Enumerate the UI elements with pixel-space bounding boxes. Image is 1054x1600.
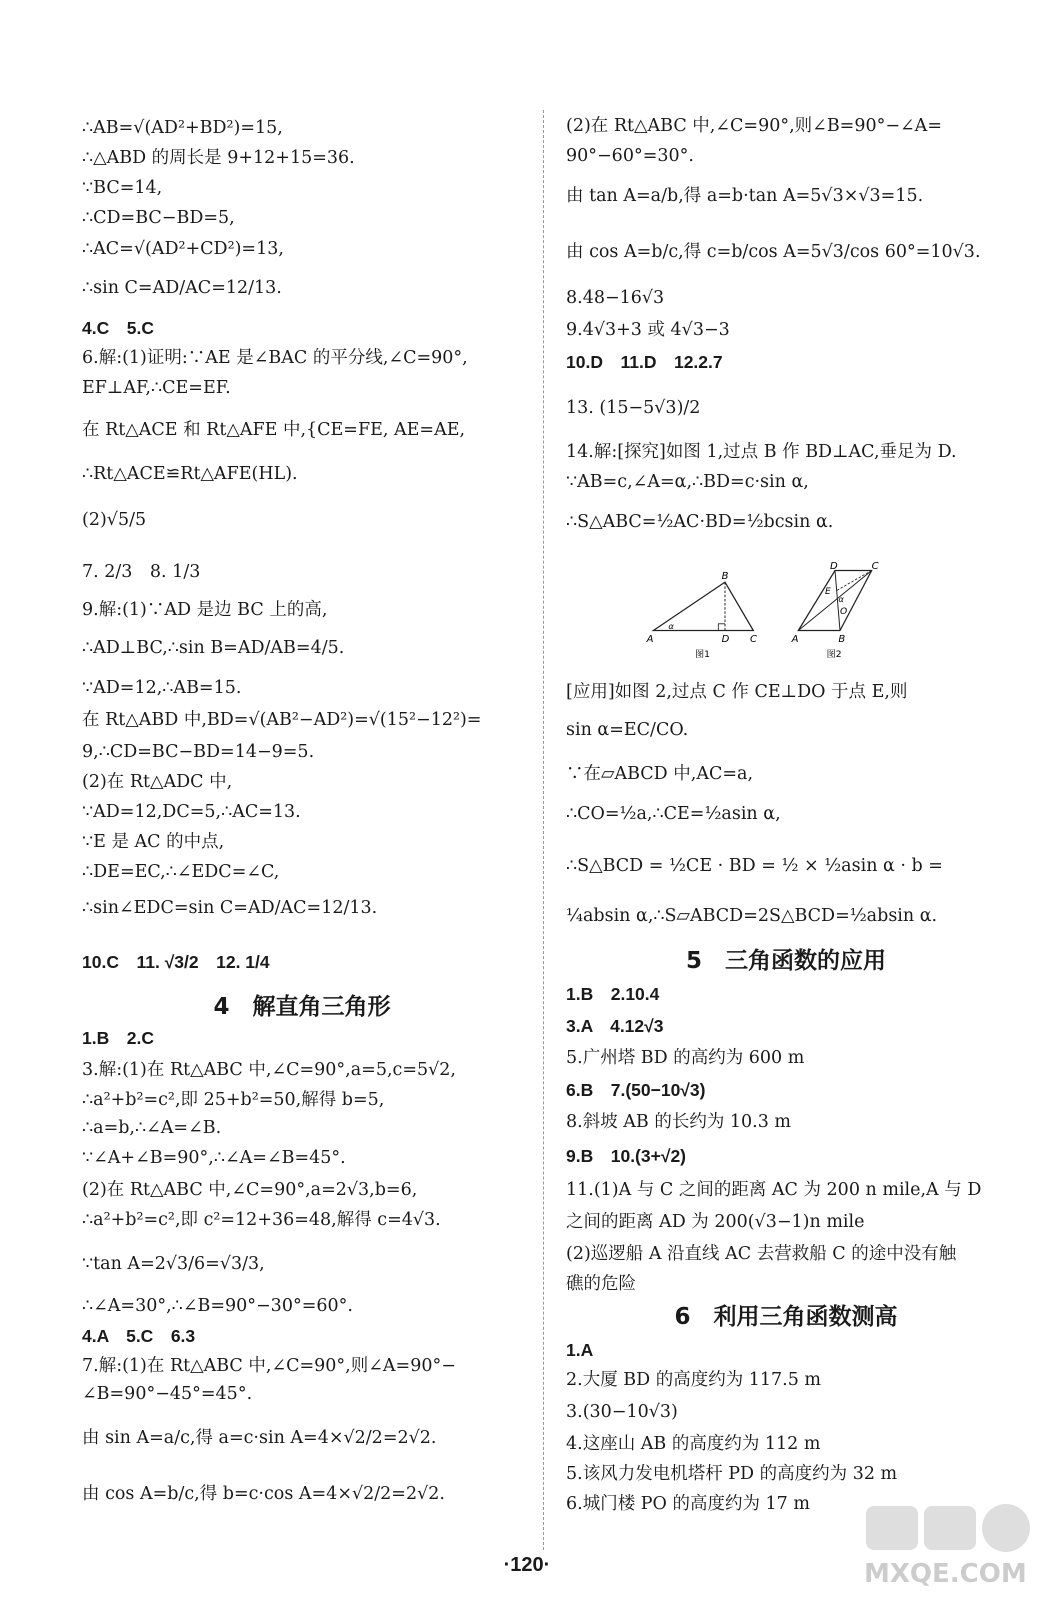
text-line: 6.解:(1)证明:∵AE 是∠BAC 的平分线,∠C=90°, bbox=[82, 348, 468, 368]
answer-line: 4.C 5.C bbox=[82, 318, 154, 338]
svg-text:A: A bbox=[791, 634, 799, 646]
text-line: 在 Rt△ABD 中,BD=√(AB²−AD²)=√(15²−12²)= bbox=[82, 710, 482, 730]
text-line: 11.(1)A 与 C 之间的距离 AC 为 200 n mile,A 与 D bbox=[566, 1180, 982, 1200]
answer-line: 6.B 7.(50−10√3) bbox=[566, 1080, 706, 1100]
svg-text:C: C bbox=[750, 634, 757, 646]
page-number: ·120· bbox=[503, 1554, 551, 1576]
svg-text:A: A bbox=[646, 634, 654, 646]
answer-line: 7. 2/3 8. 1/3 bbox=[82, 562, 201, 582]
text-line: ∴CO=½a,∴CE=½asin α, bbox=[566, 804, 781, 824]
answer-line: 10.D 11.D 12.2.7 bbox=[566, 352, 723, 372]
text-line: ∴CD=BC−BD=5, bbox=[82, 208, 235, 228]
text-line: ∴AD⊥BC,∴sin B=AD/AB=4/5. bbox=[82, 638, 345, 658]
svg-text:O: O bbox=[840, 605, 848, 617]
svg-text:α: α bbox=[668, 620, 674, 631]
text-line: ∴sin C=AD/AC=12/13. bbox=[82, 278, 282, 298]
figure-2-label: 图2 bbox=[826, 649, 842, 661]
text-line: ∴sin∠EDC=sin C=AD/AC=12/13. bbox=[82, 898, 378, 918]
text-line: 由 tan A=a/b,得 a=b·tan A=5√3×√3=15. bbox=[566, 186, 924, 206]
text-line: ∴a²+b²=c²,即 25+b²=50,解得 b=5, bbox=[82, 1090, 385, 1110]
text-line: ∵E 是 AC 的中点, bbox=[82, 832, 225, 852]
watermark-text: MXQE.COM bbox=[864, 1559, 1027, 1589]
text-line: ∴△ABD 的周长是 9+12+15=36. bbox=[82, 148, 355, 168]
text-line: ∴a=b,∴∠A=∠B. bbox=[82, 1118, 222, 1138]
text-line: EF⊥AF,∴CE=EF. bbox=[82, 378, 231, 398]
text-line: ∴DE=EC,∴∠EDC=∠C, bbox=[82, 862, 280, 882]
answer-line: 1.B 2.C bbox=[82, 1028, 154, 1048]
text-line: 2.大厦 BD 的高度约为 117.5 m bbox=[566, 1370, 822, 1390]
text-line: ∴Rt△ACE≌Rt△AFE(HL). bbox=[82, 464, 298, 484]
section-heading: 4 解直角三角形 bbox=[213, 994, 391, 1020]
text-line: (2)在 Rt△ABC 中,∠C=90°,a=2√3,b=6, bbox=[82, 1180, 418, 1200]
text-line: (2)在 Rt△ADC 中, bbox=[82, 772, 233, 792]
answer-line: 9.4√3+3 或 4√3−3 bbox=[566, 320, 730, 340]
text-line: ∴a²+b²=c²,即 c²=12+36=48,解得 c=4√3. bbox=[82, 1210, 441, 1230]
text-line: ∠B=90°−45°=45°. bbox=[82, 1384, 253, 1404]
text-line: ∵AD=12,DC=5,∴AC=13. bbox=[82, 802, 301, 822]
text-line: sin α=EC/CO. bbox=[566, 720, 689, 740]
text-line: 90°−60°=30°. bbox=[566, 146, 694, 166]
text-line: ∴S△BCD = ½CE · BD = ½ × ½asin α · b = bbox=[566, 856, 943, 876]
watermark-logo bbox=[856, 1500, 1046, 1592]
text-line: (2)巡逻船 A 沿直线 AC 去营救船 C 的途中没有触 bbox=[566, 1244, 957, 1264]
section-heading: 5 三角函数的应用 bbox=[685, 948, 886, 974]
text-line: ¼absin α,∴S▱ABCD=2S△BCD=½absin α. bbox=[566, 906, 938, 926]
text-line: 8.斜坡 AB 的长约为 10.3 m bbox=[566, 1112, 792, 1132]
svg-text:B: B bbox=[721, 570, 729, 582]
geometry-figures bbox=[640, 548, 940, 678]
text-line: (2)√5/5 bbox=[82, 510, 147, 530]
answer-line: 8.48−16√3 bbox=[566, 288, 665, 308]
svg-text:B: B bbox=[838, 634, 846, 646]
text-line: ∵BC=14, bbox=[82, 178, 163, 198]
text-line: 4.这座山 AB 的高度约为 112 m bbox=[566, 1434, 821, 1454]
text-line: 在 Rt△ACE 和 Rt△AFE 中,{CE=FE, AE=AE, bbox=[82, 420, 466, 440]
figure-1 bbox=[646, 571, 757, 660]
text-line: 5.该风力发电机塔杆 PD 的高度约为 32 m bbox=[566, 1464, 898, 1484]
text-line: 3.(30−10√3) bbox=[566, 1402, 678, 1422]
svg-text:E: E bbox=[825, 585, 831, 597]
text-line: ∵tan A=2√3/6=√3/3, bbox=[82, 1254, 265, 1274]
answer-line: 4.A 5.C 6.3 bbox=[82, 1326, 196, 1346]
text-line: ∵AB=c,∠A=α,∴BD=c·sin α, bbox=[566, 472, 809, 492]
text-line: 7.解:(1)在 Rt△ABC 中,∠C=90°,则∠A=90°− bbox=[82, 1356, 456, 1376]
svg-text:D: D bbox=[721, 634, 730, 646]
text-line: ∴S△ABC=½AC·BD=½bcsin α. bbox=[566, 512, 834, 532]
column-divider bbox=[543, 110, 544, 1550]
text-line: 由 cos A=b/c,得 b=c·cos A=4×√2/2=2√2. bbox=[82, 1484, 445, 1504]
text-line: (2)在 Rt△ABC 中,∠C=90°,则∠B=90°−∠A= bbox=[566, 116, 942, 136]
section-heading: 6 利用三角函数测高 bbox=[674, 1304, 898, 1330]
figure-1-label: 图1 bbox=[695, 649, 710, 661]
svg-text:α: α bbox=[838, 594, 844, 605]
text-line: ∵在▱ABCD 中,AC=a, bbox=[566, 764, 754, 784]
answer-line: 1.A bbox=[566, 1340, 594, 1360]
text-line: 3.解:(1)在 Rt△ABC 中,∠C=90°,a=5,c=5√2, bbox=[82, 1060, 456, 1080]
text-line: 5.广州塔 BD 的高约为 600 m bbox=[566, 1048, 805, 1068]
text-line: 14.解:[探究]如图 1,过点 B 作 BD⊥AC,垂足为 D. bbox=[566, 442, 957, 462]
answer-line: 3.A 4.12√3 bbox=[566, 1016, 664, 1036]
text-line: 9,∴CD=BC−BD=14−9=5. bbox=[82, 742, 315, 762]
text-line: 由 sin A=a/c,得 a=c·sin A=4×√2/2=2√2. bbox=[82, 1428, 437, 1448]
answer-line: 1.B 2.10.4 bbox=[566, 984, 660, 1004]
text-line: 礁的危险 bbox=[566, 1274, 636, 1294]
text-line: [应用]如图 2,过点 C 作 CE⊥DO 于点 E,则 bbox=[566, 682, 908, 702]
answer-line: 10.C 11. √3/2 12. 1/4 bbox=[82, 952, 270, 972]
figure-2 bbox=[791, 561, 879, 660]
text-line: ∴AC=√(AD²+CD²)=13, bbox=[82, 239, 284, 259]
text-line: ∴AB=√(AD²+BD²)=15, bbox=[82, 118, 283, 138]
text-line: 之间的距离 AD 为 200(√3−1)n mile bbox=[566, 1212, 865, 1232]
text-line: ∴∠A=30°,∴∠B=90°−30°=60°. bbox=[82, 1296, 353, 1316]
text-line: ∵∠A+∠B=90°,∴∠A=∠B=45°. bbox=[82, 1148, 346, 1168]
text-line: 由 cos A=b/c,得 c=b/cos A=5√3/cos 60°=10√3. bbox=[566, 242, 981, 262]
svg-text:C: C bbox=[871, 560, 879, 572]
text-line: 9.解:(1)∵AD 是边 BC 上的高, bbox=[82, 600, 328, 620]
svg-text:D: D bbox=[830, 560, 838, 572]
answer-line: 13. (15−5√3)/2 bbox=[566, 398, 701, 418]
text-line: 6.城门楼 PO 的高度约为 17 m bbox=[566, 1494, 810, 1514]
text-line: ∵AD=12,∴AB=15. bbox=[82, 678, 242, 698]
answer-line: 9.B 10.(3+√2) bbox=[566, 1146, 687, 1166]
